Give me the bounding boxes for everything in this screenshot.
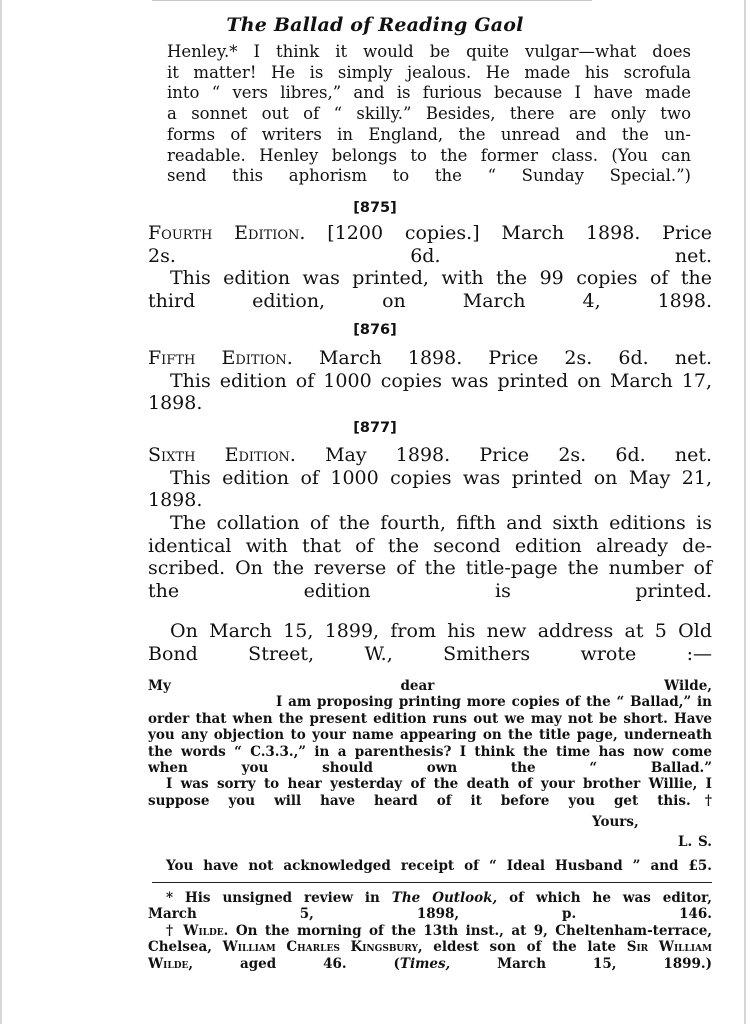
running-head: The Ballad of Reading Gaol [226, 14, 524, 36]
smithers-paragraph [148, 620, 712, 665]
entry-heading [148, 347, 712, 370]
footnote-source: Times, [399, 955, 451, 972]
entry-number: [876] [353, 322, 397, 338]
quote-line: a sonnet out of “ skilly.” Besides, there are only two [167, 104, 691, 124]
collation-line: identical with that of the second edition already de- [148, 534, 712, 557]
quote-line: into “ vers libres,” and is furious because I have made [167, 83, 691, 103]
edition-details: [1200 copies.] March 1898. Price [305, 222, 712, 244]
collation-line: the edition is printed. [148, 579, 712, 602]
footnotes [148, 890, 712, 972]
entry-body-line: 1898. [148, 392, 203, 414]
footnote-1-cont: March 5, 1898, p. 146. [148, 906, 712, 923]
letter-postscript: You have not acknowledged receipt of “ Ideal Husband ” and £5. [166, 858, 712, 875]
edition-details: March 1898. Price 2s. 6d. net. [292, 347, 712, 369]
footnote-mark: † [166, 922, 184, 939]
footnote-text: On the morning of the 13th inst., at 9, Cheltenham-terrace, [228, 922, 712, 939]
letter-salutation: My dear Wilde, [148, 678, 712, 694]
collation-line: The collation of the fourth, fifth and sixth editions is [170, 512, 712, 534]
letter-block [148, 678, 712, 874]
footnote-2 [148, 923, 712, 939]
letter-closing: Yours, [592, 814, 639, 831]
footnote-name: William Charles Kingsbury, [222, 939, 423, 956]
footnote-name: Wilde, [148, 955, 194, 972]
top-rule [152, 0, 592, 1]
footnote-text: Chelsea, [148, 939, 223, 956]
smithers-line: Bond Street, W., Smithers wrote :— [148, 642, 712, 665]
footnote-rule [152, 882, 712, 883]
entry-heading [148, 444, 712, 467]
entry-body-line: This edition of 1000 copies was printed on March 17, [170, 369, 712, 392]
edition-title: Fourth Edition. [148, 222, 306, 244]
letter-line: when you should own the “ Ballad.” [148, 760, 712, 777]
letter-line: the words “ C.3.3.,” in a parenthesis? I think the time has now come [148, 743, 712, 760]
letter-line: I was sorry to hear yesterday of the death of your brother Willie, I [166, 776, 712, 793]
collation-line: scribed. On the reverse of the title-page the number of [148, 557, 712, 579]
footnote-text: * His unsigned review in [166, 890, 392, 906]
entry-875 [148, 222, 712, 312]
entry-body-line: 1898. [148, 489, 203, 511]
entry-body-line: This edition was printed, with the 99 copies of the [170, 267, 712, 289]
entry-body-line: This edition of 1000 copies was printed on May 21, [170, 466, 712, 489]
entry-heading-cont: 2s. 6d. net. [148, 244, 712, 267]
letter-line: I am proposing printing more copies of the “ Ballad,” in [276, 694, 712, 711]
footnote-text: eldest son of the late [422, 939, 627, 956]
edition-details: May 1898. Price 2s. 6d. net. [295, 444, 712, 466]
quote-block [167, 42, 691, 187]
quote-line: Henley.* I think it would be quite vulgar—what does [167, 42, 691, 61]
letter-line: order that when the present edition runs out we may not be short. Have [148, 710, 712, 727]
edition-title: Fifth Edition. [148, 347, 293, 369]
footnote-text: of which he was editor, [497, 890, 713, 906]
letter-line: you any objection to your name appearing on the title page, underneath [148, 727, 712, 744]
footnote-2-line3 [148, 956, 712, 972]
entry-876 [148, 347, 712, 415]
footnote-2-line2 [148, 939, 712, 955]
entry-body-line: third edition, on March 4, 1898. [148, 289, 712, 312]
footnote-name: Sir William [626, 939, 712, 956]
quote-line: readable. Henley belongs to the former class. (You can [167, 145, 691, 165]
entry-877 [148, 444, 712, 512]
entry-number: [875] [353, 200, 397, 216]
footnote-name: Wilde. [183, 922, 229, 939]
smithers-line: On March 15, 1899, from his new address at 5 Old [170, 620, 712, 642]
footnote-title: The Outlook, [391, 890, 498, 906]
letter-signature: L. S. [678, 833, 712, 850]
entry-number: [877] [353, 420, 397, 436]
footnote-1 [148, 890, 712, 906]
entry-heading [148, 222, 712, 245]
quote-line: it matter! He is simply jealous. He made his scrofula [167, 62, 691, 82]
collation-paragraph [148, 512, 712, 602]
quote-line: send this aphorism to the “ Sunday Special.”) [167, 166, 691, 186]
footnote-text: March 15, 1899.) [450, 955, 712, 972]
footnote-text: aged 46. ( [193, 955, 400, 972]
quote-line: forms of writers in England, the unread and the un- [167, 124, 691, 144]
letter-line: suppose you will have heard of it before you get this.† [148, 792, 712, 809]
edition-title: Sixth Edition. [148, 444, 296, 466]
